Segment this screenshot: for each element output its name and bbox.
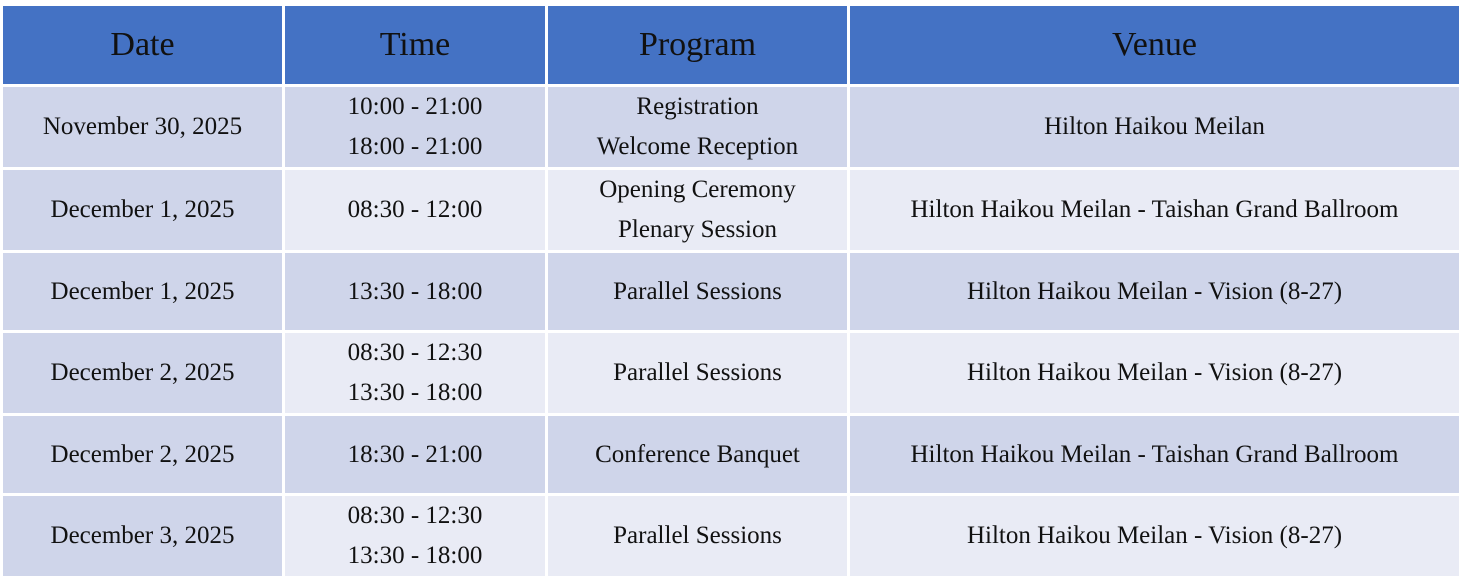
venue-cell: Hilton Haikou Meilan - Vision (8-27): [850, 253, 1459, 330]
time-cell: [285, 333, 545, 413]
table-row: [3, 87, 1459, 167]
time-slot: 08:30 - 12:00: [347, 196, 483, 223]
venue-cell: Hilton Haikou Meilan - Vision (8-27): [850, 333, 1459, 413]
time-slot: 13:30 - 18:00: [347, 542, 483, 569]
program-cell: [548, 253, 847, 330]
header-venue: Venue: [850, 6, 1459, 84]
time-slot: 13:30 - 18:00: [347, 379, 483, 406]
program-cell: [548, 170, 847, 250]
venue-cell: Hilton Haikou Meilan - Taishan Grand Ballroom: [850, 170, 1459, 250]
program-item: Plenary Session: [617, 216, 778, 243]
program-item: Parallel Sessions: [613, 522, 782, 549]
date-cell: December 2, 2025: [3, 416, 282, 493]
program-cell: [548, 333, 847, 413]
program-item: Parallel Sessions: [613, 359, 782, 386]
table-row: [3, 253, 1459, 330]
header-row: [3, 6, 1459, 84]
program-cell: [548, 496, 847, 576]
time-slot: 18:30 - 21:00: [347, 440, 483, 468]
time-cell: [285, 416, 545, 493]
schedule-table: [0, 3, 1459, 579]
venue-cell: Hilton Haikou Meilan - Vision (8-27): [850, 496, 1459, 576]
time-cell: [285, 253, 545, 330]
program-item: Conference Banquet: [595, 440, 800, 468]
time-slot: 08:30 - 12:30: [347, 339, 483, 366]
time-slot: 08:30 - 12:30: [347, 502, 483, 529]
program-cell: [548, 416, 847, 493]
date-cell: December 1, 2025: [3, 253, 282, 330]
program-item: Opening Ceremony: [599, 176, 796, 203]
table-row: [3, 496, 1459, 576]
time-slot: 18:00 - 21:00: [347, 133, 483, 160]
time-slot: 13:30 - 18:00: [347, 277, 483, 305]
table-row: [3, 333, 1459, 413]
table-row: [3, 416, 1459, 493]
header-date: Date: [3, 6, 282, 84]
header-time: Time: [285, 6, 545, 84]
time-cell: [285, 496, 545, 576]
table-row: [3, 170, 1459, 250]
time-slot: 10:00 - 21:00: [347, 93, 483, 120]
program-cell: [548, 87, 847, 167]
header-program: Program: [548, 6, 847, 84]
program-item: Registration: [636, 93, 759, 120]
program-item: Welcome Reception: [596, 133, 799, 160]
program-item: Parallel Sessions: [613, 277, 782, 305]
venue-cell: Hilton Haikou Meilan: [850, 87, 1459, 167]
venue-cell: Hilton Haikou Meilan - Taishan Grand Ballroom: [850, 416, 1459, 493]
date-cell: December 1, 2025: [3, 170, 282, 250]
date-cell: November 30, 2025: [3, 87, 282, 167]
date-cell: December 2, 2025: [3, 333, 282, 413]
time-cell: [285, 170, 545, 250]
date-cell: December 3, 2025: [3, 496, 282, 576]
time-cell: [285, 87, 545, 167]
